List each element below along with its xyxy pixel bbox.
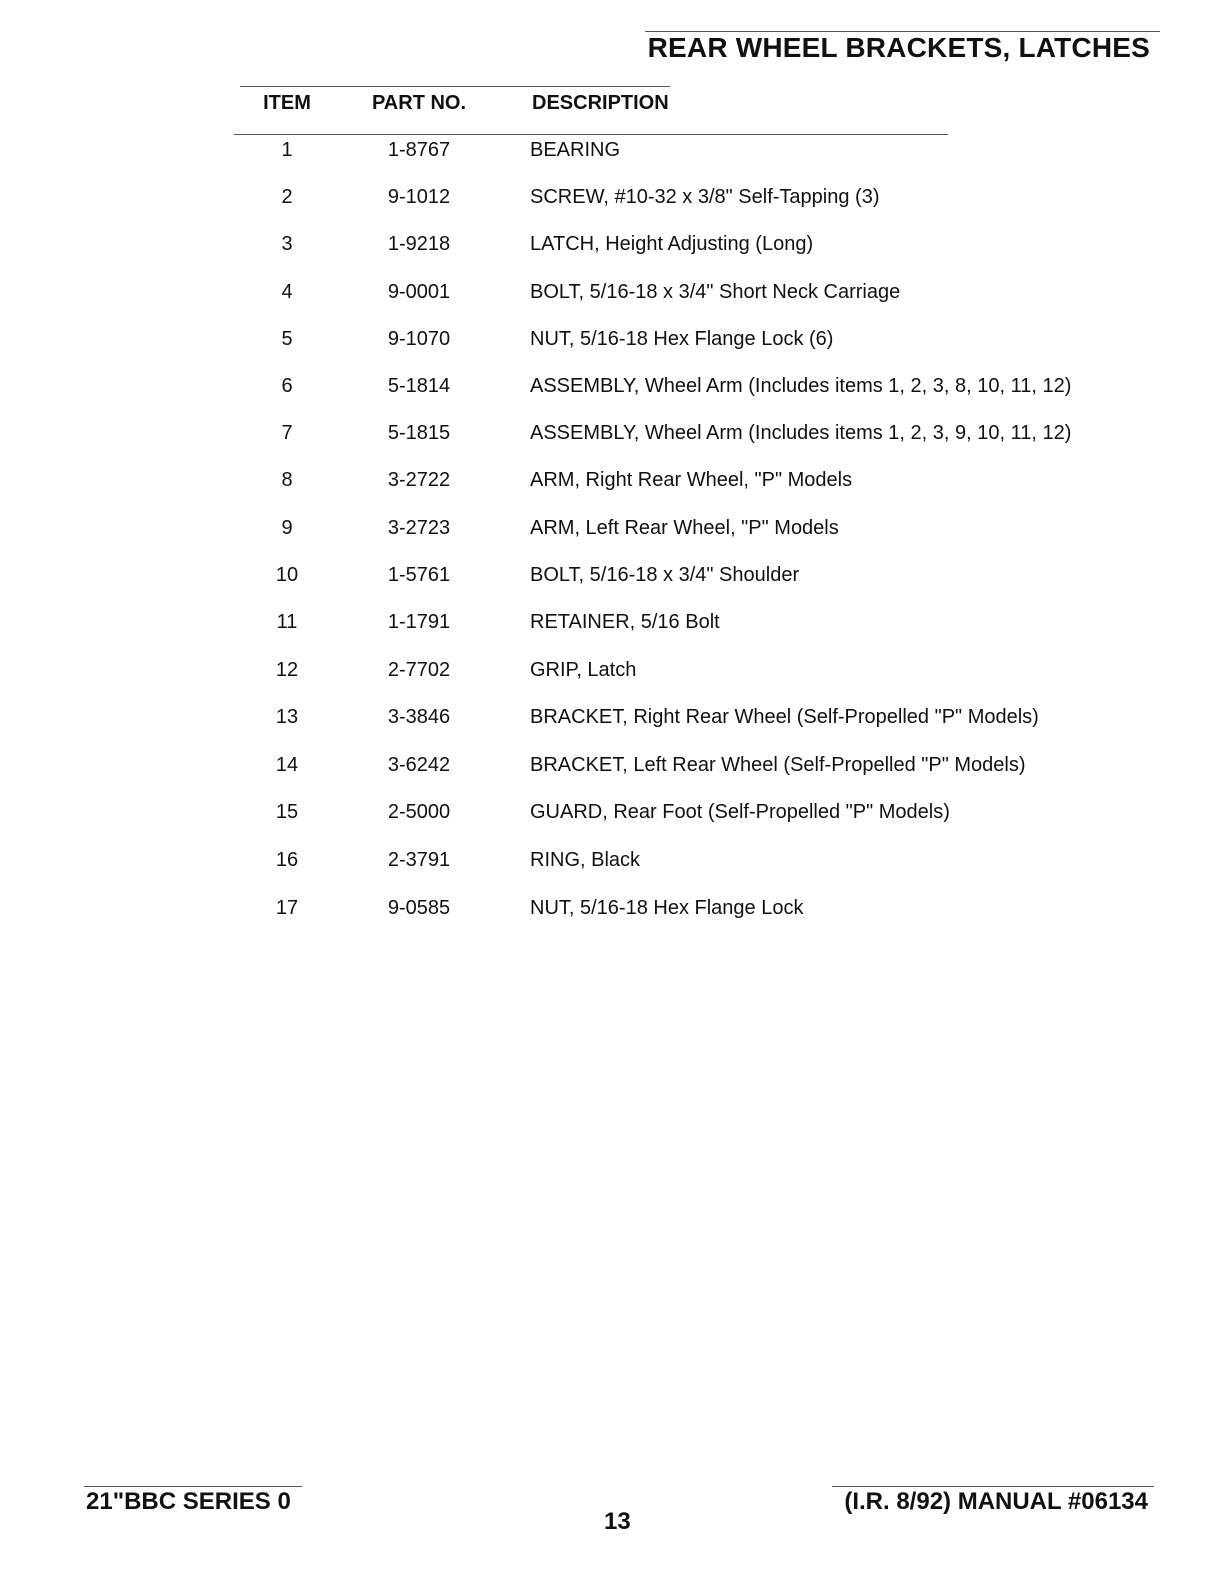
part-description: ASSEMBLY, Wheel Arm (Includes items 1, 2, 3, 9, 10, 11, 12) [530, 422, 1072, 444]
part-number: 9-1012 [387, 186, 451, 208]
item-number: 12 [275, 659, 299, 681]
table-row [0, 513, 1224, 543]
page-number: 13 [604, 1508, 631, 1535]
part-description: ARM, Left Rear Wheel, "P" Models [530, 517, 839, 539]
item-number: 10 [275, 564, 299, 586]
table-row [0, 845, 1224, 875]
table-row [0, 182, 1224, 212]
part-description: ARM, Right Rear Wheel, "P" Models [530, 469, 853, 491]
table-row [0, 371, 1224, 401]
part-number: 3-3846 [387, 706, 451, 728]
part-number: 5-1814 [387, 375, 451, 397]
part-number: 9-0585 [387, 897, 451, 919]
part-number: 9-0001 [387, 281, 451, 303]
column-header-description: DESCRIPTION [532, 92, 669, 114]
header-top-rule [240, 86, 670, 87]
footer-manual-label: (I.R. 8/92) MANUAL #06134 [844, 1488, 1148, 1515]
item-number: 13 [275, 706, 299, 728]
item-number: 1 [281, 139, 293, 161]
table-row [0, 797, 1224, 827]
item-number: 16 [275, 849, 299, 871]
part-description: BRACKET, Left Rear Wheel (Self-Propelled "P" Models) [530, 754, 1026, 776]
footer-right-rule [832, 1486, 1154, 1487]
table-row [0, 560, 1224, 590]
item-number: 6 [281, 375, 293, 397]
table-row [0, 277, 1224, 307]
table-row [0, 465, 1224, 495]
item-number: 9 [281, 517, 293, 539]
part-number: 2-3791 [387, 849, 451, 871]
part-number: 5-1815 [387, 422, 451, 444]
item-number: 2 [281, 186, 293, 208]
table-row [0, 702, 1224, 732]
part-description: LATCH, Height Adjusting (Long) [530, 233, 814, 255]
part-description: BEARING [530, 139, 621, 161]
part-description: GUARD, Rear Foot (Self-Propelled "P" Models) [530, 801, 950, 823]
part-description: RING, Black [530, 849, 641, 871]
part-description: GRIP, Latch [530, 659, 637, 681]
part-description: BOLT, 5/16-18 x 3/4" Short Neck Carriage [530, 281, 901, 303]
part-number: 3-2723 [387, 517, 451, 539]
column-header-part-no: PART NO. [371, 92, 467, 114]
item-number: 4 [281, 281, 293, 303]
item-number: 5 [281, 328, 293, 350]
item-number: 14 [275, 754, 299, 776]
part-description: SCREW, #10-32 x 3/8" Self-Tapping (3) [530, 186, 880, 208]
item-number: 8 [281, 469, 293, 491]
part-number: 9-1070 [387, 328, 451, 350]
table-row [0, 135, 1224, 165]
part-description: RETAINER, 5/16 Bolt [530, 611, 720, 633]
table-row [0, 893, 1224, 923]
part-number: 3-2722 [387, 469, 451, 491]
item-number: 7 [281, 422, 293, 444]
part-number: 1-8767 [387, 139, 451, 161]
part-number: 1-1791 [387, 611, 451, 633]
item-number: 3 [281, 233, 293, 255]
item-number: 11 [276, 611, 298, 633]
part-description: NUT, 5/16-18 Hex Flange Lock (6) [530, 328, 834, 350]
part-number: 2-5000 [387, 801, 451, 823]
footer-left-rule [84, 1486, 302, 1487]
table-row [0, 750, 1224, 780]
footer-series-label: 21"BBC SERIES 0 [86, 1488, 291, 1515]
table-row [0, 229, 1224, 259]
part-description: NUT, 5/16-18 Hex Flange Lock [530, 897, 804, 919]
column-header-item: ITEM [263, 92, 311, 114]
table-row [0, 324, 1224, 354]
part-number: 2-7702 [387, 659, 451, 681]
table-row [0, 655, 1224, 685]
part-description: ASSEMBLY, Wheel Arm (Includes items 1, 2, 3, 8, 10, 11, 12) [530, 375, 1072, 397]
page-title: REAR WHEEL BRACKETS, LATCHES [647, 32, 1150, 63]
part-number: 1-5761 [387, 564, 451, 586]
table-row [0, 418, 1224, 448]
part-number: 1-9218 [387, 233, 451, 255]
part-description: BRACKET, Right Rear Wheel (Self-Propelled "P" Models) [530, 706, 1039, 728]
part-description: BOLT, 5/16-18 x 3/4" Shoulder [530, 564, 800, 586]
item-number: 17 [275, 897, 299, 919]
table-row [0, 607, 1224, 637]
part-number: 3-6242 [387, 754, 451, 776]
item-number: 15 [275, 801, 299, 823]
